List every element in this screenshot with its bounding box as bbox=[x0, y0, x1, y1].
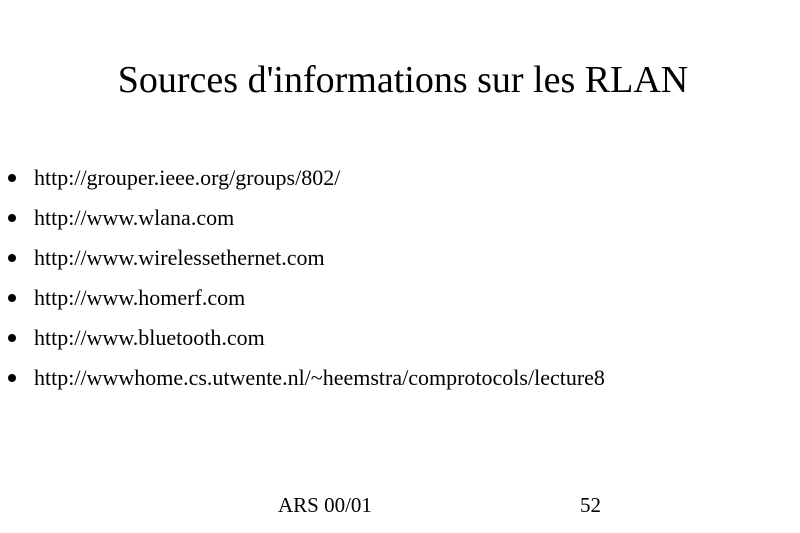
bullet-icon bbox=[8, 374, 16, 382]
link-text: http://grouper.ieee.org/groups/802/ bbox=[34, 165, 341, 190]
link-text: http://www.wirelessethernet.com bbox=[34, 245, 325, 270]
bullet-icon bbox=[8, 214, 16, 222]
list-item bbox=[8, 158, 605, 198]
list-item bbox=[8, 198, 605, 238]
link-text: http://www.homerf.com bbox=[34, 285, 246, 310]
list-item bbox=[8, 278, 605, 318]
slide-title: Sources d'informations sur les RLAN bbox=[117, 59, 689, 101]
link-text: http://wwwhome.cs.utwente.nl/~heemstra/comprotocols/lecture8 bbox=[34, 365, 605, 390]
link-list bbox=[8, 158, 605, 398]
footer-page-number: 52 bbox=[580, 493, 601, 517]
list-item bbox=[8, 238, 605, 278]
bullet-icon bbox=[8, 174, 16, 182]
bullet-icon bbox=[8, 294, 16, 302]
link-text: http://www.wlana.com bbox=[34, 205, 235, 230]
footer-course: ARS 00/01 bbox=[278, 493, 372, 517]
bullet-icon bbox=[8, 254, 16, 262]
bullet-icon bbox=[8, 334, 16, 342]
list-item bbox=[8, 318, 605, 358]
list-item bbox=[8, 358, 605, 398]
link-text: http://www.bluetooth.com bbox=[34, 325, 265, 350]
